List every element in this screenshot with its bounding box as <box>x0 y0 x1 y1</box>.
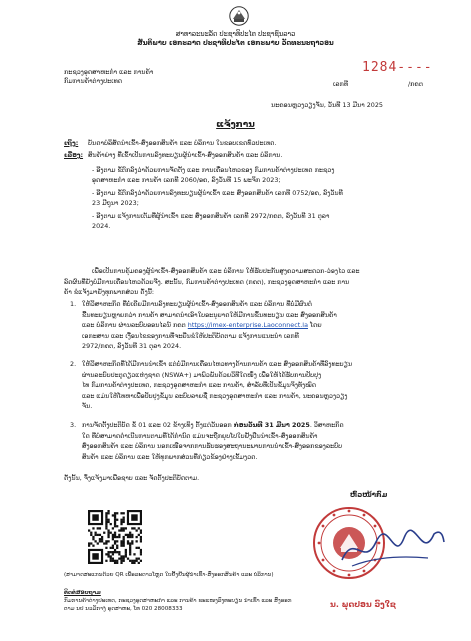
instruction-item-1 <box>70 299 442 355</box>
motto-line: ສັນຕິພາບ ເອກະລາດ ປະຊາທິປະໄຕ ເອກະພາບ ວັດທະນະຖາວອນ <box>137 39 334 47</box>
date-line: ນະຄອນຫຼວງວຽງຈັນ, ວັນທີ 13 ມີນາ 2025 <box>271 101 383 109</box>
ministry-block <box>64 68 153 86</box>
doc-number-label: ເລກທີ <box>333 80 349 88</box>
deadline-text: ກ່ອນວັນທີ 31 ມີນາ 2025 <box>233 421 310 429</box>
closing-line: ດັ່ງນັ້ນ, ຈຶ່ງແຈ້ງມາເພື່ອຊາບ ແລະ ຈັດຕັ້ງປະຕິບັດຕາມ. <box>64 474 200 482</box>
national-emblem-icon <box>228 6 250 26</box>
intro-line: ຄ້າ ຂໍແຈ້ງມາຍັງທຸກພາກສ່ວນ ດັ່ງນີ້: <box>64 288 155 297</box>
contact-footer <box>64 589 364 613</box>
item-line: ໃຫ້ວິສາຫະກິດທີ່ໄດ້ມີການນຳເຂົ້າ ແຕ່ບໍ່ມີການເຄື່ອນໄຫວທາງດ້ານການຄ້າ ແລະ ສົ່ງອອກສິນຄ້າທີ່ລົງທະບຽນ <box>82 360 353 368</box>
subject-label: ເລື່ອງ: <box>64 151 84 159</box>
contact-line: ກົມການຄ້າຕ່າງປະເທດ, ກະຊວງອຸດສາຫະກຳ ແລະ ການຄ້າ ຂະແໜງລົງທະບຽນ ນຳເຂົ້າ ແລະ ສົ່ງອອກ <box>64 598 292 604</box>
to-label: ເຖິງ: <box>64 139 79 147</box>
doc-number-suffix: /ກຄຕ <box>408 80 423 88</box>
reference-line: 2024. <box>92 222 111 230</box>
item-line: ການຈັດຕັ້ງປະຕິບັດ ຂໍ້ 01 ແລະ 02 ຂ້າງເທິງ ຕັ້ງແຕ່ວັນອອກ <box>82 421 234 429</box>
qr-caption: (ສາມາດສະແກນດ້ວຍ QR ເພື່ອລະດາວໂຫຼດ ໃບຢັ້ງຢືນຜູ້ນຳເຂົ້າ-ສົ່ງອອກສິນຄ້າ ແລະ ບໍລິການ) <box>64 572 274 578</box>
handwritten-signature <box>338 524 448 574</box>
reference-line: - ອີງຕາມ ຂໍ້ຕົກລົງວ່າດ້ວຍການຈັດຕັ້ງ ແລະ ການເຄື່ອນໄຫວຂອງ ກົມການຄ້າຕ່າງປະເທດ ກະຊວງ <box>92 166 335 174</box>
item-line: ໄທ ກົມການຄ້າຕ່າງປະເທດ, ກະຊວງອຸດສາຫະກຳ ແລະ ການຄ້າ, ສຳລັບທີ່ເປັນຂໍ້ມູນຈິງທັງໝົດ <box>82 381 317 390</box>
to-text: ບັນດາບໍລິສັດນຳເຂົ້າ-ສົ່ງອອກສິນຄ້າ ແລະ ບໍລິການ ໃນຂອບເຂດທົ່ວປະເທດ. <box>88 139 277 147</box>
item-line: ແລະ ແມ່ນໃຫ້ໂທຫາເພື່ອປັບປຸງຂໍ້ມູນ ລະບົບລາຍຊື່ ກະຊວງອຸດສາຫະກຳ ແລະ ການຄ້າ, ນະຄອນຫຼວງວຽງ <box>82 391 348 400</box>
item-line-tail: ໂດຍ <box>307 321 322 330</box>
item-number: 3. <box>70 421 77 429</box>
intro-line: ລົດຜົນທີ່ຍັງບໍ່ມີການເຄື່ອນໄຫວດ້ວຍຈີງ. ສະນັ້ນ, ກົມການຄ້າຕ່າງປະເທດ (ກຄຕ), ກະຊວງອຸດສາຫະກຳ ແລະ ການ <box>64 277 350 286</box>
country-header <box>0 30 471 48</box>
reference-line: ອຸດສາຫະກຳ ແລະ ການຄ້າ ເລກທີ 2060/ອຄ, ລົງວັນທີ 15 ພະຈິກ 2023; <box>92 176 281 184</box>
item-number: 1. <box>70 300 77 308</box>
item-line: ໃດ ທີ່ບໍ່ສາມາດດຳເນີນການຕາມທີ່ໄດ້ກຳນົດ ແມ່ນຈະຖືກຍຸບໂປໃບຢັ້ງຢືນນຳເຂົ້າ-ສົ່ງອອກສິນຄ້າ <box>82 431 318 440</box>
contact-label: ຕິດຕໍ່ສອບຖາມ <box>64 590 101 596</box>
instruction-item-2 <box>70 359 442 415</box>
intro-line: ເພື່ອເປັນການຄຸ້ມຄອງຜູ້ນຳເຂົ້າ-ສົ່ງອອກສິນຄ້າ ແລະ ບໍລິການ ໃຫ້ຮັບປະກັນສູງຄວາມສະດວກ-ວ່ອງໄວ ແລະ <box>92 267 360 275</box>
signatory-name: ນ. ພຸດປອນ ວົງໃຊ <box>330 600 396 609</box>
reference-item <box>92 165 432 188</box>
reference-line: - ອີງຕາມ ຂໍ້ຕົກລົງວ່າດ້ວຍການລົງທະບຽນຜູ້ນຳເຂົ້າ ແລະ ສົ່ງອອກສິນຄ້າ ເລກທີ 0752/ອຄ, ລົງວັນທີ <box>92 189 343 197</box>
item-line: ຜ່ານລະບົບປະຕູດຽວແຫ່ງຊາດ (NSWA+) ມາພົວພັນດ້ວຍວິທີໃດໜຶ່ງ ເພື່ອໃຫ້ໄດ້ຮັບການປັບປຸງ <box>82 370 322 379</box>
reference-line: 23 ມີຖຸນາ 2023; <box>92 199 139 207</box>
item-line: ຈັນ. <box>82 402 93 411</box>
subject-text: ສິນຄ້າຍ່າງ ທີ່ເຂົ້າເປັນການລົງທະບຽນຜູ້ນຳເຂົ້າ-ສົ່ງອອກສິນຄ້າ ແລະ ບໍລິການ. <box>88 151 283 159</box>
ministry-name: ກະຊວງອຸດສາຫະກຳ ແລະ ການຄ້າ <box>64 68 154 76</box>
item-line: 2972/ກຄຕ, ລົງວັນທີ 31 ຕຸລາ 2024. <box>82 342 182 351</box>
item-line: ໃຫ້ວິສາຫະກິດ ທີ່ບໍ່ເຄີຍມີການລົງທະບຽນຜູ້ນຳເຂົ້າ-ສົ່ງອອກສິນຄ້າ ແລະ ບໍລິການ ທີ່ບໍ່ມີຜົນຕໍ່ <box>82 300 313 308</box>
instruction-item-3 <box>70 420 442 466</box>
department-name: ກົມການຄ້າຕ່າງປະເທດ <box>64 77 123 85</box>
intro-paragraph <box>64 266 444 300</box>
document-title: ແຈ້ງການ <box>216 120 255 130</box>
doc-number-handwritten: 1284---- <box>362 60 433 75</box>
item-line: ສົ່ງອອກສິນຄ້າ ແລະ ບໍລິການ ນອກເໜືອຈາກການຮັບຮອງສະຖານະພາບການນຳເຂົ້າ-ສົ່ງອອກຂອງລະບົບ <box>82 442 343 451</box>
item-line: ແລະ ບໍລິການ ຜ່ານລະບົບອອນໄລນ໌ ກຄຕ <box>82 321 188 330</box>
registration-portal-link[interactable]: https://imex-enterprise.Laoconnect.la <box>187 321 308 330</box>
contact-line: ຕາມ ນປ ນວມັກາງໍ ອຸດສາຫະ, ໂທ 020 28008333 <box>64 606 183 612</box>
item-line-tail: . ວິສາຫະກິດ <box>309 421 344 429</box>
country-name-line: ສາທາລະນະລັດ ປະຊາທິປະໄຕ ປະຊາຊົນລາວ <box>175 30 296 38</box>
reference-line: - ອີງຕາມ ແຈ້ງການເຕັມທີ່ຜູ້ນຳເຂົ້າ ແລະ ສົ່ງອອກສິນຄ້າ ເລກທີ 2972/ກຄຕ, ລົງວັນທີ 31 ຕຸລາ <box>92 212 330 220</box>
item-line: ສິນຄ້າ ແລະ ບໍລິການ ແລະ ໃຫ້ທຸກພາກສ່ວນທີ່ກ່ຽວຂ້ອງຢ່າງເຂັ້ມງວດ. <box>82 452 258 461</box>
reference-item <box>92 188 432 211</box>
references-list <box>92 165 432 234</box>
item-number: 2. <box>70 360 77 368</box>
item-line: ເອກະສານ ແລະ ເງື່ອນໄຂຂອງການທີ່ຈະຍີ່ນຂໍໃຫ້ປະຕິບັດຕາມ ແຈ້ງການແນະນຳ ເລກທີ <box>82 331 299 340</box>
signature-title: ຫົວໜ້າກົມ <box>350 491 388 499</box>
item-line: ຂື້ນທະບຽນຫຼາຍກວ່າ ການຄ້າ ສາມາດນຳເອົາໃບອະນຸຍາດໃຫ້ມີການຂຶ້ນທະບຽນ ແລະ ສົ່ງອອກສິນຄ້າ <box>82 310 337 319</box>
qr-code[interactable] <box>88 510 142 564</box>
reference-item <box>92 211 432 234</box>
